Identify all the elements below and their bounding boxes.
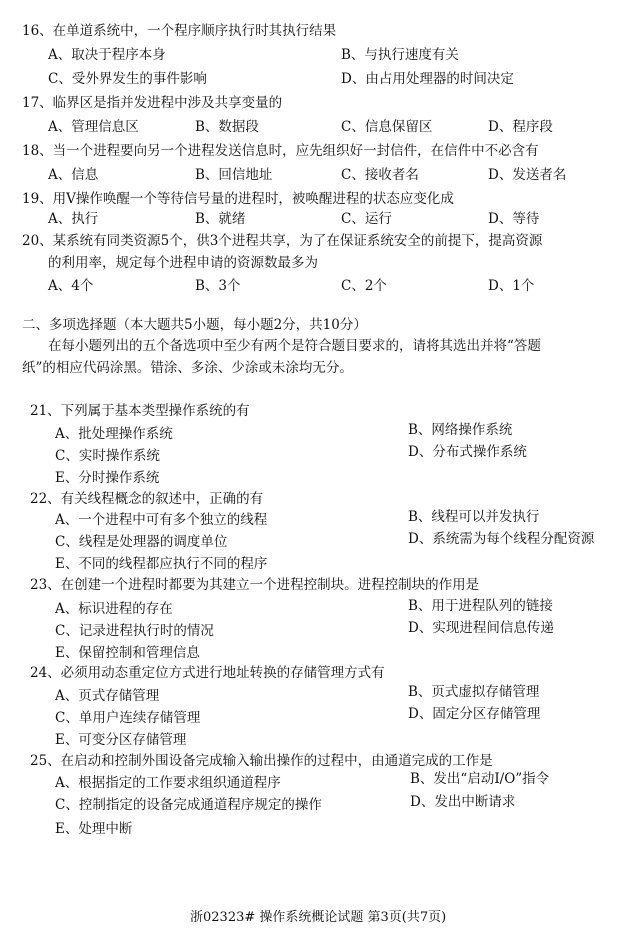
question-stem: 17、临界区是指并发进程中涉及共享变量的 — [22, 95, 283, 111]
option-d: D、由占用处理器的时间决定 — [341, 71, 514, 87]
page-footer: 浙02323# 操作系统概论试题 第3页(共7页) — [190, 910, 447, 925]
question-stem: 20、某系统有同类资源5个，供3个进程共享，为了在保证系统安全的前提下，提高资源 — [22, 233, 543, 249]
option-e: E、保留控制和管理信息 — [55, 645, 200, 661]
option-a: A、4个 — [48, 278, 94, 294]
option-d: D、程序段 — [488, 119, 553, 135]
question-stem: 25、在启动和控制外围设备完成输入输出操作的过程中，由通道完成的工作是 — [30, 753, 493, 769]
option-d: D、实现进程间信息传递 — [408, 620, 554, 636]
option-d: D、固定分区存储管理 — [408, 706, 541, 722]
option-c: C、线程是处理器的调度单位 — [55, 534, 228, 550]
question-stem: 24、必须用动态重定位方式进行地址转换的存储管理方式有 — [30, 665, 385, 681]
option-a: A、页式存储管理 — [55, 688, 160, 704]
option-b: B、网络操作系统 — [408, 422, 513, 438]
option-b: B、与执行速度有关 — [341, 47, 459, 63]
option-a: A、信息 — [48, 167, 99, 183]
section-instructions-continued: 纸”的相应代码涂黑。错涂、多涂、少涂或未涂均无分。 — [22, 360, 353, 376]
question-stem: 21、下列属于基本类型操作系统的有 — [30, 403, 250, 419]
option-b: B、发出“启动I/O”指令 — [410, 771, 550, 787]
option-e: E、处理中断 — [55, 821, 133, 837]
option-a: A、管理信息区 — [48, 119, 139, 135]
option-b: B、回信地址 — [195, 167, 273, 183]
option-c: C、受外界发生的事件影响 — [48, 71, 207, 87]
option-b: B、就绪 — [195, 211, 246, 227]
option-c: C、控制指定的设备完成通道程序规定的操作 — [55, 797, 322, 813]
option-d: D、发送者名 — [488, 167, 567, 183]
section-instructions: 在每小题列出的五个备选项中至少有两个是符合题目要求的，请将其选出并将“答题 — [48, 338, 541, 354]
option-c: C、记录进程执行时的情况 — [55, 623, 214, 639]
option-c: C、单用户连续存储管理 — [55, 710, 201, 726]
question-stem: 16、在单道系统中，一个程序顺序执行时其执行结果 — [22, 23, 337, 39]
option-c: C、信息保留区 — [341, 119, 433, 135]
option-a: A、根据指定的工作要求组织通道程序 — [55, 775, 281, 791]
question-stem: 23、在创建一个进程时都要为其建立一个进程控制块。进程控制块的作用是 — [30, 577, 480, 593]
option-d: D、系统需为每个线程分配资源 — [408, 531, 595, 547]
option-c: C、运行 — [341, 211, 392, 227]
section-title: 二、多项选择题（本大题共5小题，每小题2分，共10分） — [22, 317, 367, 333]
option-c: C、接收者名 — [341, 167, 419, 183]
option-a: A、执行 — [48, 211, 99, 227]
option-b: B、数据段 — [195, 119, 259, 135]
option-a: A、标识进程的存在 — [55, 601, 173, 617]
option-e: E、不同的线程都应执行不同的程序 — [55, 556, 268, 572]
option-c: C、2个 — [341, 278, 387, 294]
option-e: E、分时操作系统 — [55, 470, 160, 486]
option-a: A、一个进程中可有多个独立的线程 — [55, 512, 268, 528]
option-b: B、3个 — [195, 278, 241, 294]
option-d: D、等待 — [488, 211, 540, 227]
question-stem: 18、当一个进程要向另一个进程发送信息时，应先组织好一封信件，在信件中不必含有 — [22, 143, 539, 159]
option-b: B、线程可以并发执行 — [408, 509, 540, 525]
option-d: D、发出中断请求 — [410, 794, 516, 810]
question-stem-continued: 的利用率，规定每个进程申请的资源数最多为 — [48, 255, 318, 271]
option-d: D、分布式操作系统 — [408, 444, 527, 460]
option-d: D、1个 — [488, 278, 535, 294]
option-c: C、实时操作系统 — [55, 448, 160, 464]
question-stem: 22、有关线程概念的叙述中，正确的有 — [30, 491, 264, 507]
option-e: E、可变分区存储管理 — [55, 732, 187, 748]
option-b: B、页式虚拟存储管理 — [408, 684, 540, 700]
option-a: A、取决于程序本身 — [48, 47, 166, 63]
option-b: B、用于进程队列的链接 — [408, 598, 553, 614]
question-stem: 19、用V操作唤醒一个等待信号量的进程时，被唤醒进程的状态应变化成 — [22, 191, 454, 207]
option-a: A、批处理操作系统 — [55, 426, 173, 442]
